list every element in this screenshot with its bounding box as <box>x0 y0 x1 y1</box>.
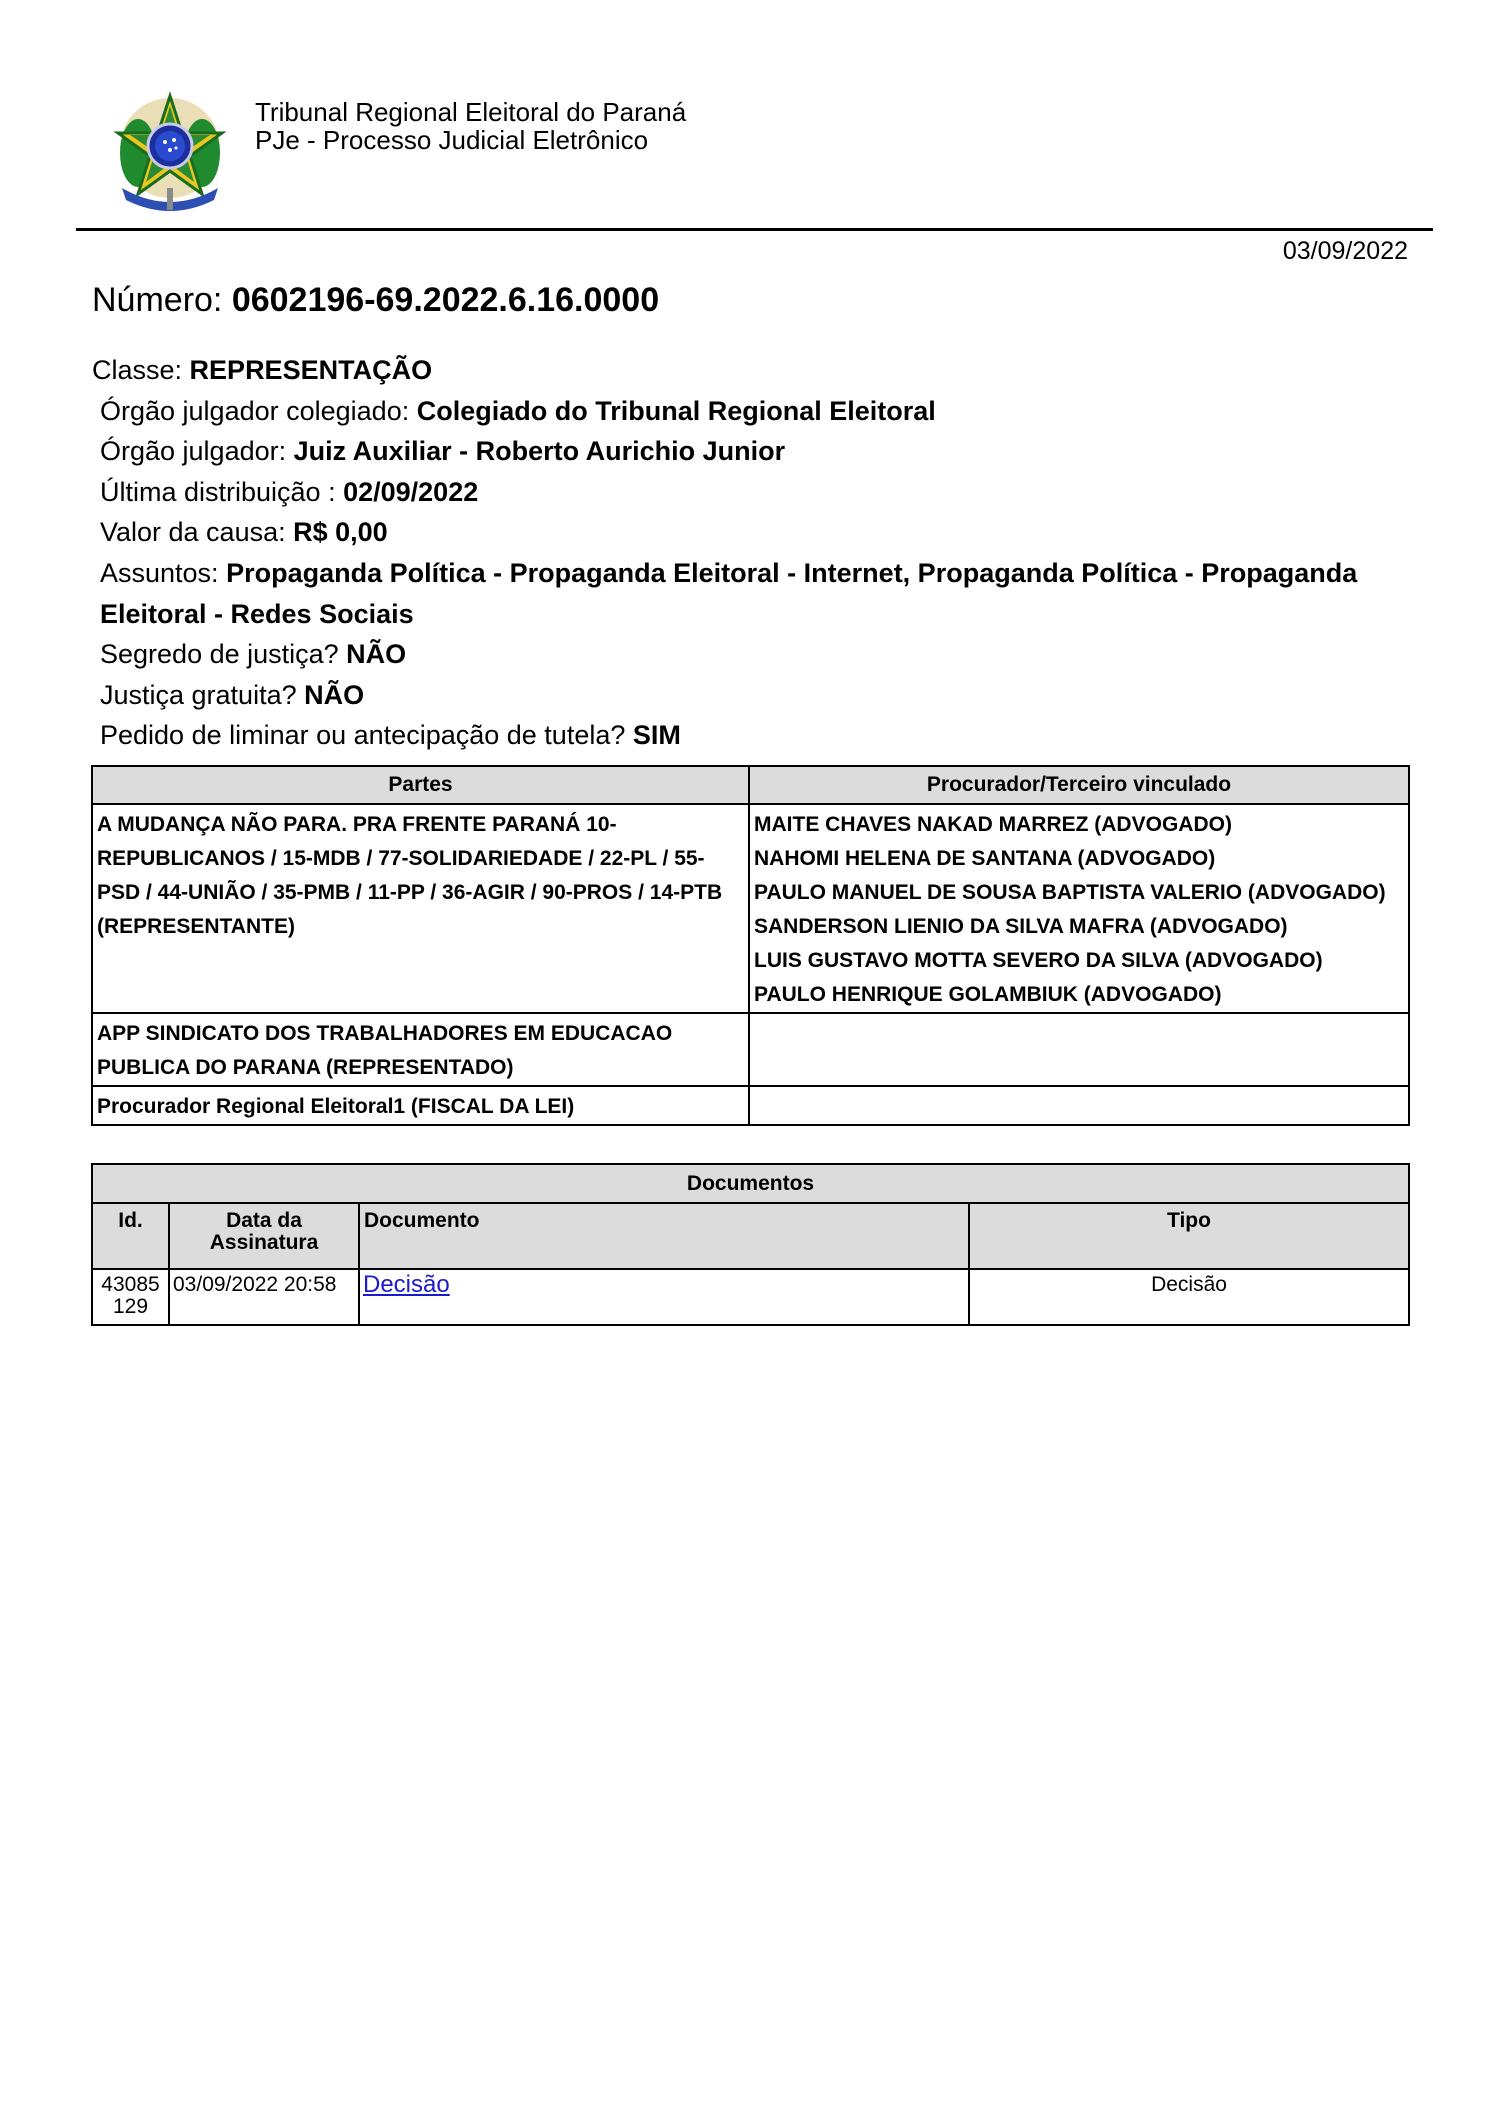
procurador-item: MAITE CHAVES NAKAD MARREZ (ADVOGADO) <box>754 813 1232 836</box>
field-value: R$ 0,00 <box>293 517 388 548</box>
parte-cell: A MUDANÇA NÃO PARA. PRA FRENTE PARANÁ 10-REPUBLICANOS / 15-MDB / 77-SOLIDARIEDADE / 22-PL / 55-PSD / 44-UNIÃO / 35-PMB / 11-PP / 36-AGIR / 90-PROS / 14-PTB (REPRESENTANTE) <box>92 804 749 1013</box>
doc-date-cell: 03/09/2022 20:58 <box>169 1269 359 1325</box>
field-segredo-justica <box>92 634 1412 675</box>
field-label: Segredo de justiça? <box>100 639 347 670</box>
field-orgao-colegiado <box>92 391 1412 432</box>
documentos-title: Documentos <box>92 1164 1409 1203</box>
procurador-item: PAULO HENRIQUE GOLAMBIUK (ADVOGADO) <box>754 983 1222 1006</box>
process-number-label: Número: <box>92 281 232 319</box>
field-orgao-julgador <box>92 431 1412 472</box>
col-header-documento: Documento <box>359 1203 969 1269</box>
court-name: Tribunal Regional Eleitoral do Paraná <box>255 97 687 127</box>
field-pedido-liminar <box>92 715 1412 756</box>
field-label: Classe: <box>92 355 190 385</box>
procurador-cell <box>749 804 1409 1013</box>
doc-id-cell <box>92 1269 169 1325</box>
parte-cell: Procurador Regional Eleitoral1 (FISCAL DA LEI) <box>92 1086 749 1125</box>
partes-header-row <box>92 766 1409 804</box>
field-label: Órgão julgador: <box>100 436 294 467</box>
table-row <box>92 1269 1409 1325</box>
documentos-title-row <box>92 1164 1409 1203</box>
field-label: Pedido de liminar ou antecipação de tutela? <box>100 720 633 751</box>
brasao-republica-icon <box>110 88 230 218</box>
process-number <box>92 280 659 320</box>
field-value: NÃO <box>346 639 407 670</box>
field-label: Órgão julgador colegiado: <box>100 395 417 426</box>
col-header-data <box>169 1203 359 1269</box>
col-header-procurador: Procurador/Terceiro vinculado <box>749 766 1409 804</box>
field-value: Colegiado do Tribunal Regional Eleitoral <box>416 395 936 426</box>
header-divider <box>76 228 1433 231</box>
field-value: Propaganda Política - Propaganda Eleitoral - Internet, Propaganda Política - Propaganda Eleitoral - Redes Sociais <box>100 557 1358 629</box>
field-value: SIM <box>632 720 681 751</box>
doc-type-cell: Decisão <box>969 1269 1409 1325</box>
doc-id-line2: 129 <box>112 1295 149 1318</box>
table-row <box>92 804 1409 1013</box>
table-row <box>92 1086 1409 1125</box>
field-justica-gratuita <box>92 675 1412 716</box>
doc-name-cell <box>359 1269 969 1325</box>
col-header-data-line2: Assinatura <box>209 1231 319 1254</box>
field-label: Valor da causa: <box>100 517 294 548</box>
procurador-item: PAULO MANUEL DE SOUSA BAPTISTA VALERIO (ADVOGADO) <box>754 881 1386 904</box>
doc-id-line1: 43085 <box>101 1273 160 1296</box>
col-header-partes: Partes <box>92 766 749 804</box>
field-label: Assuntos: <box>100 557 227 588</box>
field-assuntos <box>92 553 1412 634</box>
procurador-item: NAHOMI HELENA DE SANTANA (ADVOGADO) <box>754 847 1216 870</box>
doc-link-decisao[interactable]: Decisão <box>363 1271 450 1298</box>
col-header-data-line1: Data da <box>226 1209 302 1232</box>
table-row <box>92 1013 1409 1086</box>
procurador-cell <box>749 1013 1409 1086</box>
field-label: Justiça gratuita? <box>100 679 305 710</box>
documentos-table <box>91 1163 1410 1326</box>
procurador-cell <box>749 1086 1409 1125</box>
system-name: PJe - Processo Judicial Eletrônico <box>255 125 649 155</box>
documentos-header-row <box>92 1203 1409 1269</box>
field-value: Juiz Auxiliar - Roberto Aurichio Junior <box>293 436 786 467</box>
field-ultima-distribuicao <box>92 472 1412 513</box>
field-classe <box>92 350 1412 391</box>
document-date: 03/09/2022 <box>1282 237 1408 265</box>
col-header-id: Id. <box>92 1203 169 1269</box>
field-label: Última distribuição : <box>100 476 344 507</box>
procurador-item: LUIS GUSTAVO MOTTA SEVERO DA SILVA (ADVOGADO) <box>754 949 1323 972</box>
partes-table <box>91 765 1410 1126</box>
process-info <box>92 350 1412 756</box>
field-value: NÃO <box>304 679 365 710</box>
process-number-value: 0602196-69.2022.6.16.0000 <box>231 281 660 319</box>
col-header-tipo: Tipo <box>969 1203 1409 1269</box>
procurador-item: SANDERSON LIENIO DA SILVA MAFRA (ADVOGADO) <box>754 915 1288 938</box>
field-value: 02/09/2022 <box>343 476 479 507</box>
court-header <box>255 98 686 154</box>
parte-cell: APP SINDICATO DOS TRABALHADORES EM EDUCACAO PUBLICA DO PARANA (REPRESENTADO) <box>92 1013 749 1086</box>
field-value: REPRESENTAÇÃO <box>189 355 433 385</box>
field-valor-causa <box>92 512 1412 553</box>
